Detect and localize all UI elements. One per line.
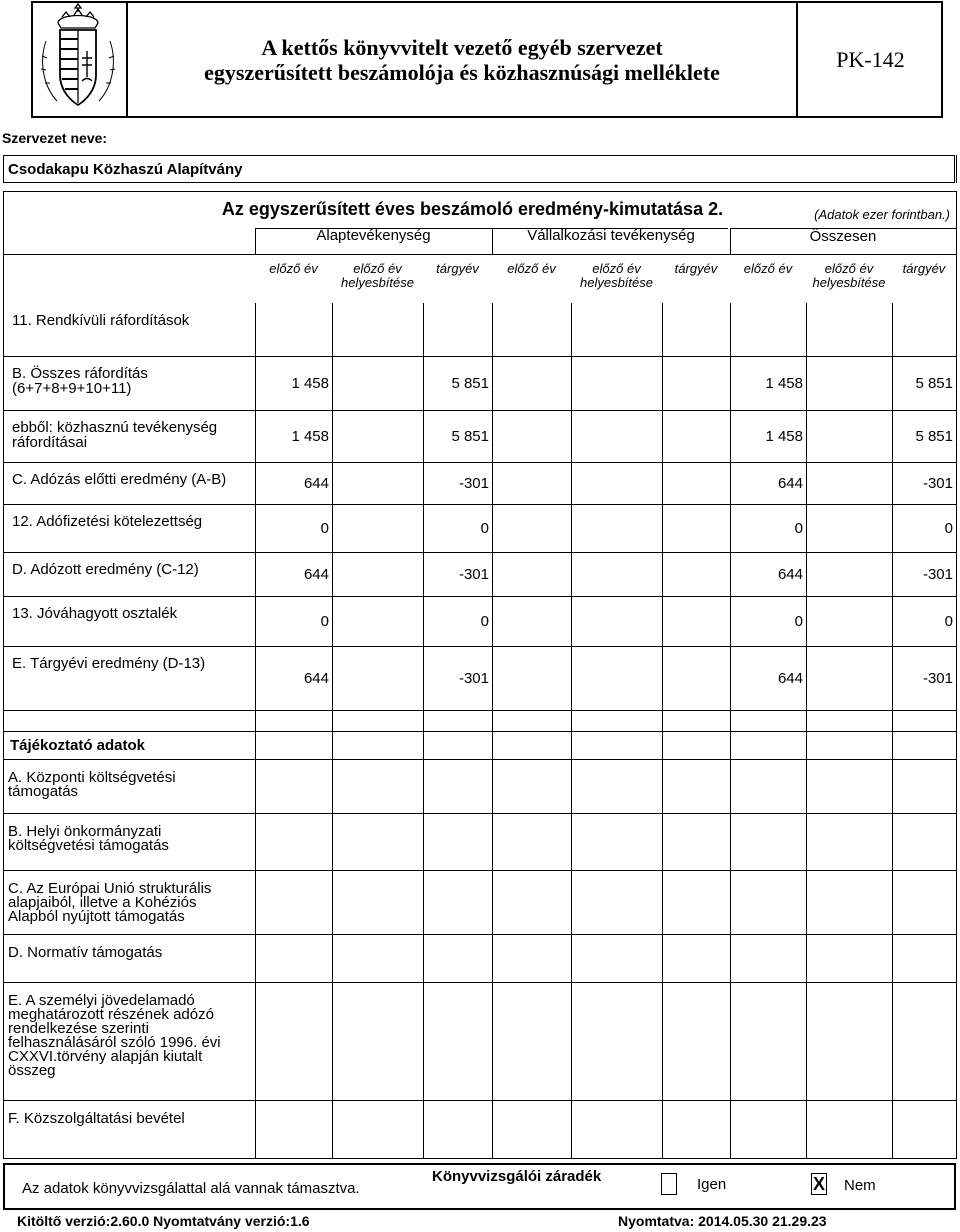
- row-4-cell-3[interactable]: [492, 504, 571, 552]
- row-3-cell-8[interactable]: -301: [922, 474, 953, 492]
- subcol-header-6: [730, 262, 806, 276]
- row-3-cell-2[interactable]: -301: [458, 474, 489, 492]
- group-label-base: Alaptevékenység: [316, 227, 431, 244]
- row-1-cell-1[interactable]: [332, 356, 423, 410]
- row-2-cell-2[interactable]: 5 851: [451, 427, 489, 445]
- audit-yes-label: Igen: [697, 1176, 727, 1193]
- row-6-cell-5[interactable]: [662, 596, 730, 646]
- subcol-header-line1: előző év: [507, 261, 556, 276]
- info-column-divider: [730, 710, 731, 1158]
- row-7-cell-7[interactable]: [806, 646, 892, 710]
- row-1-cell-5[interactable]: [662, 356, 730, 410]
- info-row-5-cell-0[interactable]: [255, 1100, 332, 1158]
- row-5-cell-7[interactable]: [806, 552, 892, 596]
- info-row-3-cell-5[interactable]: [662, 934, 730, 982]
- row-label: B. Összes ráfordítás (6+7+8+9+10+11): [12, 365, 148, 397]
- subcol-header-line1: tárgyév: [436, 261, 479, 276]
- subcol-header-line2: helyesbítése: [812, 275, 886, 290]
- info-row-3-cell-2[interactable]: [423, 934, 492, 982]
- row-1-cell-3[interactable]: [492, 356, 571, 410]
- audit-title: Könyvvizsgálói záradék: [432, 1168, 602, 1185]
- group-label-total: Összesen: [809, 228, 877, 245]
- subcol-header-line1: tárgyév: [674, 261, 718, 276]
- org-name-value: Csodakapu Közhaszú Alapítvány: [8, 161, 243, 178]
- column-divider: [571, 303, 572, 710]
- info-title: Tájékoztató adatok: [10, 737, 146, 754]
- info-column-divider: [423, 710, 424, 1158]
- footer-printed: Nyomtatva: 2014.05.30 21.29.23: [618, 1213, 827, 1229]
- row-1-cell-2[interactable]: 5 851: [451, 374, 489, 392]
- info-row-2-cell-8[interactable]: [892, 870, 956, 934]
- row-4-cell-8[interactable]: 0: [944, 519, 953, 537]
- subcol-header-4: [571, 262, 662, 290]
- row-6-cell-4[interactable]: [571, 596, 662, 646]
- subcol-header-line2: helyesbítése: [580, 275, 653, 290]
- row-1-cell-4[interactable]: [571, 356, 662, 410]
- info-row-5-cell-6[interactable]: [730, 1100, 806, 1158]
- column-divider: [892, 303, 893, 710]
- info-row-5-cell-4[interactable]: [571, 1100, 662, 1158]
- row-0-cell-0[interactable]: [255, 303, 332, 356]
- subcol-header-line1: előző év: [743, 261, 793, 276]
- subcol-header-3: [492, 262, 571, 276]
- info-row-3-cell-4[interactable]: [571, 934, 662, 982]
- row-5-cell-6[interactable]: 644: [777, 565, 803, 583]
- column-divider: [255, 303, 256, 710]
- info-row-2-cell-2[interactable]: [423, 870, 492, 934]
- row-5-cell-2[interactable]: -301: [458, 565, 489, 583]
- info-row-0-cell-2[interactable]: [423, 759, 492, 813]
- info-row-0-cell-8[interactable]: [892, 759, 956, 813]
- subcol-header-line1: előző év: [269, 261, 318, 276]
- subcol-header-1: [332, 262, 423, 290]
- row-0-cell-6[interactable]: [730, 303, 806, 356]
- audit-statement: Az adatok könyvvizsgálattal alá vannak támasztva.: [22, 1180, 360, 1197]
- info-row-1-cell-8[interactable]: [892, 813, 956, 870]
- row-4-cell-5[interactable]: [662, 504, 730, 552]
- row-5-cell-0[interactable]: 644: [303, 565, 329, 583]
- row-1-cell-0[interactable]: 1 458: [291, 374, 329, 392]
- info-row-0-cell-5[interactable]: [662, 759, 730, 813]
- info-row-5-cell-2[interactable]: [423, 1100, 492, 1158]
- info-row-0-cell-7[interactable]: [806, 759, 892, 813]
- audit-no-checkbox[interactable]: [811, 1173, 827, 1195]
- info-column-divider: [571, 710, 572, 1158]
- column-divider: [423, 303, 424, 710]
- subcol-header-0: [255, 262, 332, 276]
- subcol-header-5: [662, 262, 730, 276]
- info-row-0-cell-4[interactable]: [571, 759, 662, 813]
- row-2-cell-8[interactable]: 5 851: [915, 427, 953, 445]
- row-7-cell-3[interactable]: [492, 646, 571, 710]
- row-7-cell-5[interactable]: [662, 646, 730, 710]
- form-title-line2: egyszerűsített beszámolója és közhasznúsági melléklete: [204, 59, 720, 85]
- row-0-cell-4[interactable]: [571, 303, 662, 356]
- subcol-header-line2: helyesbítése: [341, 275, 414, 290]
- form-title-line1: A kettős könyvvitelt vezető egyéb szervezet: [261, 34, 663, 60]
- row-4-cell-1[interactable]: [332, 504, 423, 552]
- row-4-cell-7[interactable]: [806, 504, 892, 552]
- info-row-3-cell-0[interactable]: [255, 934, 332, 982]
- subcol-header-line1: előző év: [824, 261, 874, 276]
- column-divider: [956, 303, 957, 710]
- info-row-1-cell-6[interactable]: [730, 813, 806, 870]
- info-row-1-cell-1[interactable]: [332, 813, 423, 870]
- info-row-label: E. A személyi jövedelamadó meghatározott részének adózó rendelkezése szerinti felhasználásáról szóló 1996. évi CXXVI.törvény alapján kiutalt összeg: [8, 992, 221, 1079]
- info-row-1-cell-0[interactable]: [255, 813, 332, 870]
- row-6-cell-2[interactable]: 0: [480, 612, 489, 630]
- info-row-label: D. Normatív támogatás: [8, 944, 163, 961]
- org-box-edge: [956, 155, 957, 183]
- info-row-0-cell-0[interactable]: [255, 759, 332, 813]
- info-row-divider: [3, 1158, 957, 1159]
- info-row-label: F. Közszolgáltatási bevétel: [8, 1110, 185, 1127]
- info-column-divider: [892, 710, 893, 1158]
- info-row-3-cell-8[interactable]: [892, 934, 956, 982]
- row-7-cell-0[interactable]: 644: [303, 669, 329, 687]
- info-row-0-cell-6[interactable]: [730, 759, 806, 813]
- row-3-cell-7[interactable]: [806, 462, 892, 504]
- row-label: E. Tárgyévi eredmény (D-13): [12, 655, 206, 672]
- row-2-cell-0[interactable]: 1 458: [291, 427, 329, 445]
- row-7-cell-6[interactable]: 644: [777, 669, 803, 687]
- audit-no-label: Nem: [844, 1177, 876, 1194]
- row-5-cell-1[interactable]: [332, 552, 423, 596]
- row-6-cell-8[interactable]: 0: [944, 612, 953, 630]
- column-divider: [492, 303, 493, 710]
- row-label: ebből: közhasznú tevékenység ráfordításai: [12, 419, 218, 451]
- form-code: PK-142: [836, 46, 905, 72]
- column-divider: [332, 303, 333, 710]
- row-7-cell-8[interactable]: -301: [922, 669, 953, 687]
- info-row-2-cell-7[interactable]: [806, 870, 892, 934]
- row-label: 13. Jóváhagyott osztalék: [12, 605, 178, 622]
- row-7-cell-1[interactable]: [332, 646, 423, 710]
- info-column-divider: [255, 710, 256, 1158]
- row-6-cell-1[interactable]: [332, 596, 423, 646]
- row-2-cell-4[interactable]: [571, 410, 662, 462]
- row-6-cell-0[interactable]: 0: [320, 612, 329, 630]
- row-0-cell-2[interactable]: [423, 303, 492, 356]
- info-row-5-cell-8[interactable]: [892, 1100, 956, 1158]
- info-column-divider: [956, 710, 957, 1158]
- row-4-cell-0[interactable]: 0: [320, 519, 329, 537]
- row-2-cell-6[interactable]: 1 458: [765, 427, 803, 445]
- row-5-cell-3[interactable]: [492, 552, 571, 596]
- row-2-cell-7[interactable]: [806, 410, 892, 462]
- info-row-1-cell-7[interactable]: [806, 813, 892, 870]
- org-name-label: Szervezet neve:: [2, 130, 108, 146]
- subhead-line: [3, 254, 957, 255]
- info-row-2-cell-4[interactable]: [571, 870, 662, 934]
- column-divider: [662, 303, 663, 710]
- row-3-cell-3[interactable]: [492, 462, 571, 504]
- row-4-cell-4[interactable]: [571, 504, 662, 552]
- row-label: D. Adózott eredmény (C-12): [12, 561, 199, 578]
- info-row-4-cell-6[interactable]: [730, 982, 806, 1100]
- info-row-5-cell-1[interactable]: [332, 1100, 423, 1158]
- info-column-divider: [662, 710, 663, 1158]
- column-divider: [730, 303, 731, 710]
- main-left-edge: [3, 303, 4, 710]
- info-row-4-cell-7[interactable]: [806, 982, 892, 1100]
- row-0-cell-7[interactable]: [806, 303, 892, 356]
- coat-of-arms-icon: [31, 1, 126, 116]
- info-row-1-cell-3[interactable]: [492, 813, 571, 870]
- info-row-1-cell-5[interactable]: [662, 813, 730, 870]
- info-row-3-cell-6[interactable]: [730, 934, 806, 982]
- info-row-2-cell-3[interactable]: [492, 870, 571, 934]
- info-row-5-cell-5[interactable]: [662, 1100, 730, 1158]
- row-2-cell-5[interactable]: [662, 410, 730, 462]
- info-row-2-cell-1[interactable]: [332, 870, 423, 934]
- info-row-5-cell-3[interactable]: [492, 1100, 571, 1158]
- row-3-cell-0[interactable]: 644: [303, 474, 329, 492]
- row-label: 12. Adófizetési kötelezettség: [12, 513, 203, 530]
- row-divider: [3, 710, 957, 711]
- row-3-cell-5[interactable]: [662, 462, 730, 504]
- info-row-label: B. Helyi önkormányzati költségvetési támogatás: [8, 823, 169, 854]
- row-2-cell-1[interactable]: [332, 410, 423, 462]
- info-row-3-cell-7[interactable]: [806, 934, 892, 982]
- row-label: 11. Rendkívüli ráfordítások: [12, 312, 190, 329]
- row-0-cell-3[interactable]: [492, 303, 571, 356]
- coat-of-arms-logo: [31, 1, 128, 118]
- row-4-cell-2[interactable]: 0: [480, 519, 489, 537]
- audit-yes-checkbox[interactable]: [661, 1173, 677, 1195]
- subcol-header-7: [806, 262, 892, 290]
- info-column-divider: [492, 710, 493, 1158]
- row-0-cell-5[interactable]: [662, 303, 730, 356]
- checked-x-icon: X: [812, 1173, 825, 1194]
- row-6-cell-6[interactable]: 0: [794, 612, 803, 630]
- row-5-cell-8[interactable]: -301: [922, 565, 953, 583]
- subcol-header-line1: előző év: [592, 261, 641, 276]
- unit-note: (Adatok ezer forintban.): [814, 207, 950, 222]
- row-6-cell-3[interactable]: [492, 596, 571, 646]
- info-row-4-cell-0[interactable]: [255, 982, 332, 1100]
- info-row-4-cell-1[interactable]: [332, 982, 423, 1100]
- footer-version: Kitöltő verzió:2.60.0 Nyomtatvány verzió:1.6: [17, 1213, 310, 1229]
- row-5-cell-4[interactable]: [571, 552, 662, 596]
- row-1-cell-7[interactable]: [806, 356, 892, 410]
- row-3-cell-6[interactable]: 644: [777, 474, 803, 492]
- form-title: [128, 1, 798, 118]
- info-row-2-cell-6[interactable]: [730, 870, 806, 934]
- info-row-label: A. Központi költségvetési támogatás: [8, 769, 176, 800]
- report-title: Az egyszerűsített éves beszámoló eredmény-kimutatása 2.: [221, 199, 724, 219]
- info-row-3-cell-3[interactable]: [492, 934, 571, 982]
- row-7-cell-2[interactable]: -301: [458, 669, 489, 687]
- subcol-header-8: [892, 262, 956, 276]
- subcol-header-line1: előző év: [353, 261, 402, 276]
- info-column-divider: [806, 710, 807, 1158]
- info-row-2-cell-0[interactable]: [255, 870, 332, 934]
- info-row-label: C. Az Európai Unió strukturális alapjaiból, illetve a Kohéziós Alapból nyújtott támogatás: [8, 880, 212, 925]
- row-3-cell-4[interactable]: [571, 462, 662, 504]
- row-4-cell-6[interactable]: 0: [794, 519, 803, 537]
- column-divider: [806, 303, 807, 710]
- info-row-0-cell-3[interactable]: [492, 759, 571, 813]
- row-6-cell-7[interactable]: [806, 596, 892, 646]
- info-row-4-cell-2[interactable]: [423, 982, 492, 1100]
- info-row-4-cell-8[interactable]: [892, 982, 956, 1100]
- group-label-business: Vállalkozási tevékenység: [527, 227, 695, 244]
- subcol-header-2: [423, 262, 492, 276]
- info-row-1-cell-4[interactable]: [571, 813, 662, 870]
- row-3-cell-1[interactable]: [332, 462, 423, 504]
- row-7-cell-4[interactable]: [571, 646, 662, 710]
- info-column-divider: [332, 710, 333, 1158]
- info-row-2-cell-5[interactable]: [662, 870, 730, 934]
- row-1-cell-6[interactable]: 1 458: [765, 374, 803, 392]
- row-0-cell-1[interactable]: [332, 303, 423, 356]
- info-row-4-cell-5[interactable]: [662, 982, 730, 1100]
- info-top-line: [3, 731, 957, 732]
- info-row-3-cell-1[interactable]: [332, 934, 423, 982]
- info-row-5-cell-7[interactable]: [806, 1100, 892, 1158]
- org-name-box[interactable]: [3, 155, 955, 183]
- info-row-0-cell-1[interactable]: [332, 759, 423, 813]
- row-label: C. Adózás előtti eredmény (A-B): [12, 471, 227, 488]
- row-2-cell-3[interactable]: [492, 410, 571, 462]
- row-0-cell-8[interactable]: [892, 303, 956, 356]
- row-1-cell-8[interactable]: 5 851: [915, 374, 953, 392]
- subcol-header-line1: tárgyév: [902, 261, 946, 276]
- info-row-1-cell-2[interactable]: [423, 813, 492, 870]
- row-5-cell-5[interactable]: [662, 552, 730, 596]
- info-row-4-cell-3[interactable]: [492, 982, 571, 1100]
- info-row-4-cell-4[interactable]: [571, 982, 662, 1100]
